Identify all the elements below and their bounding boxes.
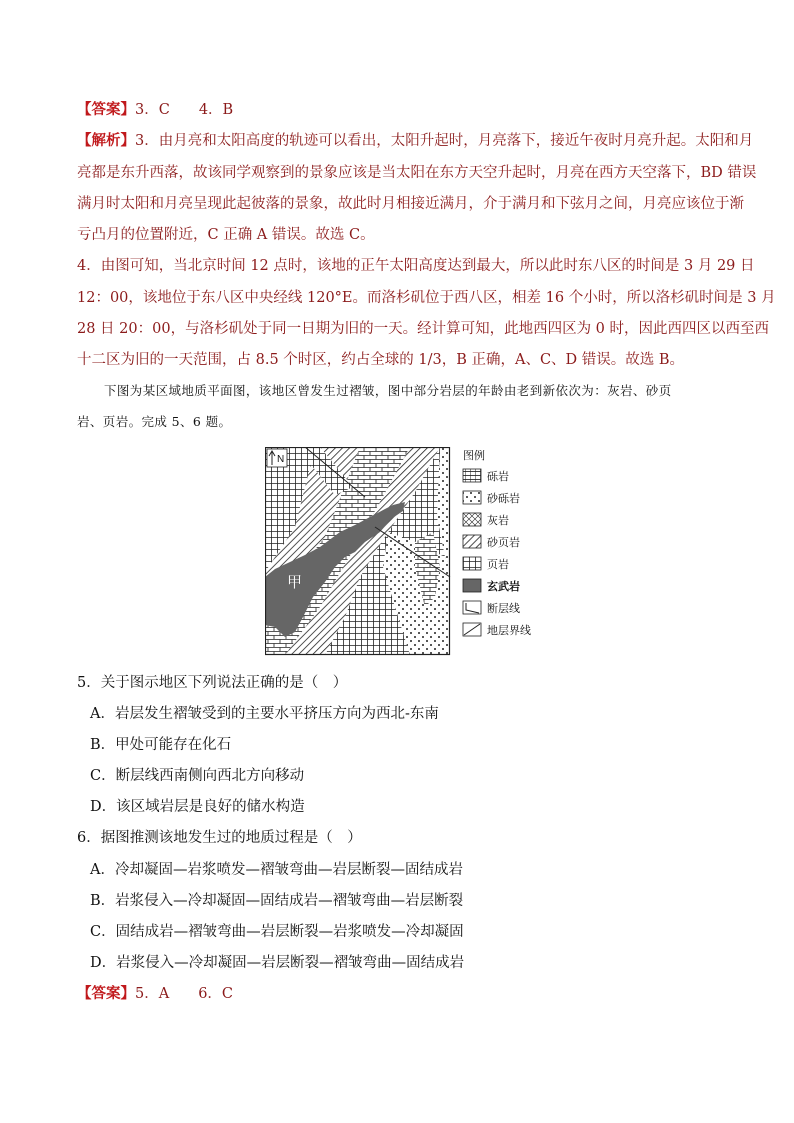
- legend-swatch: [463, 491, 481, 504]
- legend-swatch: [463, 557, 481, 570]
- answer-line-1: 【答案】3．C 4．B: [77, 101, 234, 118]
- analysis-line: 4．由图可知，当北京时间 12 点时，该地的正午太阳高度达到最大，所以此时东八区的时间是 3 月 29 日: [77, 258, 755, 274]
- question-option: C．固结成岩—褶皱弯曲—岩层断裂—岩浆喷发—冷却凝固: [90, 924, 464, 940]
- analysis-line: 亏凸月的位置附近，C 正确 A 错误。故选 C。: [77, 227, 375, 243]
- legend-label: 灰岩: [487, 514, 509, 527]
- question-option: C．断层线西南侧向西北方向移动: [90, 768, 305, 784]
- north-label: N: [277, 454, 285, 465]
- analysis-line: 满月时太阳和月亮呈现此起彼落的景象，故此时月相接近满月，介于满月和下弦月之间，月亮应该位于渐: [77, 196, 744, 212]
- analysis-line: 28 日 20：00，与洛杉矶处于同一日期为旧的一天。经计算可知，此地西四区为 0 时，因此西四区以西至西: [77, 321, 770, 337]
- legend-label: 地层界线: [487, 624, 531, 637]
- legend-label: 砂砾岩: [487, 492, 520, 505]
- question-option: D．该区域岩层是良好的储水构造: [90, 799, 305, 815]
- question-option: A．岩层发生褶皱受到的主要水平挤压方向为西北-东南: [90, 706, 439, 722]
- question-option: B．甲处可能存在化石: [90, 737, 232, 753]
- analysis-line: 【解析】3．由月亮和太阳高度的轨迹可以看出，太阳升起时，月亮落下，接近午夜时月亮升起。太阳和月: [77, 132, 754, 149]
- geological-map: [265, 447, 545, 657]
- question-option: B．岩浆侵入—冷却凝固—固结成岩—褶皱弯曲—岩层断裂: [90, 893, 464, 909]
- legend-label: 玄武岩: [487, 580, 520, 593]
- question-stem: 5．关于图示地区下列说法正确的是（ ）: [77, 675, 348, 691]
- legend-swatch: [463, 579, 481, 592]
- legend-label: 砾岩: [487, 470, 509, 483]
- legend-swatch: [463, 469, 481, 482]
- legend-title: 图例: [463, 449, 485, 462]
- legend-swatch: [463, 535, 481, 548]
- answer-line-2: 【答案】5．A 6．C: [77, 985, 234, 1002]
- analysis-line: 12：00，该地位于东八区中央经线 120°E。而洛杉矶位于西八区，相差 16 个小时，所以洛杉矶时间是 3 月: [77, 290, 776, 306]
- question-option: A．冷却凝固—岩浆喷发—褶皱弯曲—岩层断裂—固结成岩: [90, 862, 463, 878]
- legend-label: 页岩: [487, 558, 509, 571]
- analysis-line: 亮都是东升西落，故该同学观察到的景象应该是当太阳在东方天空升起时，月亮在西方天空落下，BD 错误: [77, 165, 757, 181]
- question-option: D．岩浆侵入—冷却凝固—岩层断裂—褶皱弯曲—固结成岩: [90, 955, 465, 971]
- legend-label: 断层线: [487, 602, 520, 615]
- intro-line: 岩、页岩。完成 5、6 题。: [77, 414, 232, 429]
- legend-swatch: [463, 513, 481, 526]
- intro-line: 下图为某区域地质平面图，该地区曾发生过褶皱，图中部分岩层的年龄由老到新依次为：灰岩、砂页: [104, 383, 672, 398]
- analysis-line: 十二区为旧的一天范围，占 8.5 个时区，约占全球的 1/3，B 正确，A、C、D 错误。故选 B。: [77, 352, 685, 368]
- region-label: 甲: [287, 573, 303, 591]
- question-stem: 6．据图推测该地发生过的地质过程是（ ）: [77, 830, 362, 846]
- legend-label: 砂页岩: [487, 536, 520, 549]
